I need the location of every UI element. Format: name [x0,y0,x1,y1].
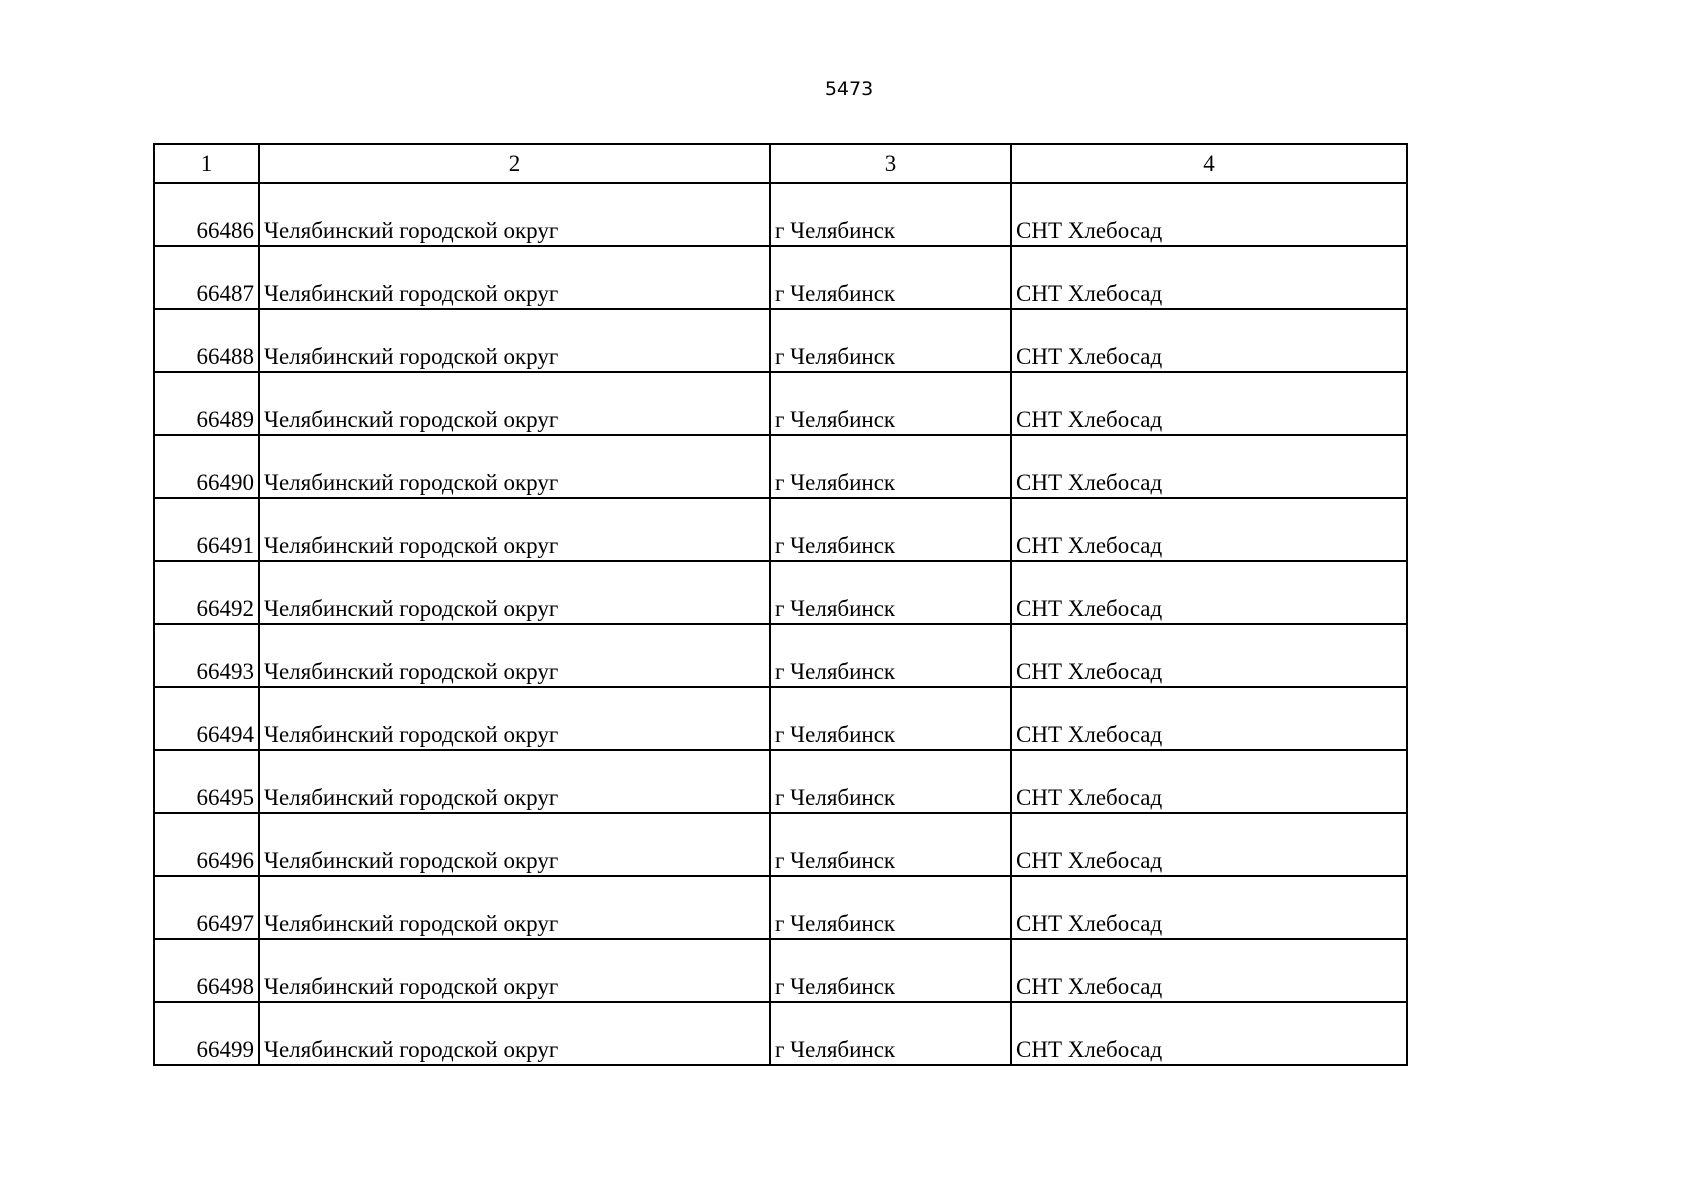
row-number-cell: 66489 [154,372,259,435]
table-row [154,309,1407,372]
city-cell: г Челябинск [770,687,1011,750]
district-cell: Челябинский городской округ [259,183,770,246]
district-cell: Челябинский городской округ [259,939,770,1002]
city-cell: г Челябинск [770,939,1011,1002]
table-row [154,372,1407,435]
settlement-cell: СНТ Хлебосад [1011,939,1407,1002]
page-number: 5473 [824,78,874,100]
row-number-cell: 66491 [154,498,259,561]
settlement-cell: СНТ Хлебосад [1011,183,1407,246]
settlement-cell: СНТ Хлебосад [1011,498,1407,561]
settlement-cell: СНТ Хлебосад [1011,687,1407,750]
district-cell: Челябинский городской округ [259,687,770,750]
city-cell: г Челябинск [770,183,1011,246]
settlement-cell: СНТ Хлебосад [1011,1002,1407,1065]
table-row [154,246,1407,309]
table-body [154,183,1407,1065]
table-row [154,1002,1407,1065]
row-number-cell: 66492 [154,561,259,624]
district-cell: Челябинский городской округ [259,561,770,624]
row-number-cell: 66497 [154,876,259,939]
table-header [154,144,1407,183]
settlement-cell: СНТ Хлебосад [1011,309,1407,372]
city-cell: г Челябинск [770,813,1011,876]
header-col-4: 4 [1011,144,1407,183]
settlement-cell: СНТ Хлебосад [1011,372,1407,435]
district-cell: Челябинский городской округ [259,876,770,939]
city-cell: г Челябинск [770,498,1011,561]
row-number-cell: 66487 [154,246,259,309]
table-row [154,750,1407,813]
settlement-cell: СНТ Хлебосад [1011,624,1407,687]
header-col-3: 3 [770,144,1011,183]
row-number-cell: 66498 [154,939,259,1002]
city-cell: г Челябинск [770,561,1011,624]
district-cell: Челябинский городской округ [259,624,770,687]
table-row [154,876,1407,939]
district-cell: Челябинский городской округ [259,498,770,561]
city-cell: г Челябинск [770,750,1011,813]
settlement-cell: СНТ Хлебосад [1011,561,1407,624]
row-number-cell: 66486 [154,183,259,246]
registry-table [153,143,1408,1066]
table-row [154,939,1407,1002]
district-cell: Челябинский городской округ [259,435,770,498]
settlement-cell: СНТ Хлебосад [1011,750,1407,813]
district-cell: Челябинский городской округ [259,246,770,309]
settlement-cell: СНТ Хлебосад [1011,876,1407,939]
row-number-cell: 66494 [154,687,259,750]
city-cell: г Челябинск [770,1002,1011,1065]
row-number-cell: 66493 [154,624,259,687]
district-cell: Челябинский городской округ [259,750,770,813]
district-cell: Челябинский городской округ [259,1002,770,1065]
city-cell: г Челябинск [770,435,1011,498]
table-row [154,561,1407,624]
table-row [154,687,1407,750]
row-number-cell: 66488 [154,309,259,372]
city-cell: г Челябинск [770,876,1011,939]
settlement-cell: СНТ Хлебосад [1011,813,1407,876]
city-cell: г Челябинск [770,309,1011,372]
district-cell: Челябинский городской округ [259,372,770,435]
row-number-cell: 66499 [154,1002,259,1065]
row-number-cell: 66496 [154,813,259,876]
header-col-2: 2 [259,144,770,183]
district-cell: Челябинский городской округ [259,309,770,372]
city-cell: г Челябинск [770,372,1011,435]
settlement-cell: СНТ Хлебосад [1011,435,1407,498]
header-col-1: 1 [154,144,259,183]
table-row [154,498,1407,561]
row-number-cell: 66490 [154,435,259,498]
header-row [154,144,1407,183]
city-cell: г Челябинск [770,624,1011,687]
table-row [154,183,1407,246]
city-cell: г Челябинск [770,246,1011,309]
table-row [154,624,1407,687]
table-row [154,435,1407,498]
district-cell: Челябинский городской округ [259,813,770,876]
table-row [154,813,1407,876]
row-number-cell: 66495 [154,750,259,813]
settlement-cell: СНТ Хлебосад [1011,246,1407,309]
